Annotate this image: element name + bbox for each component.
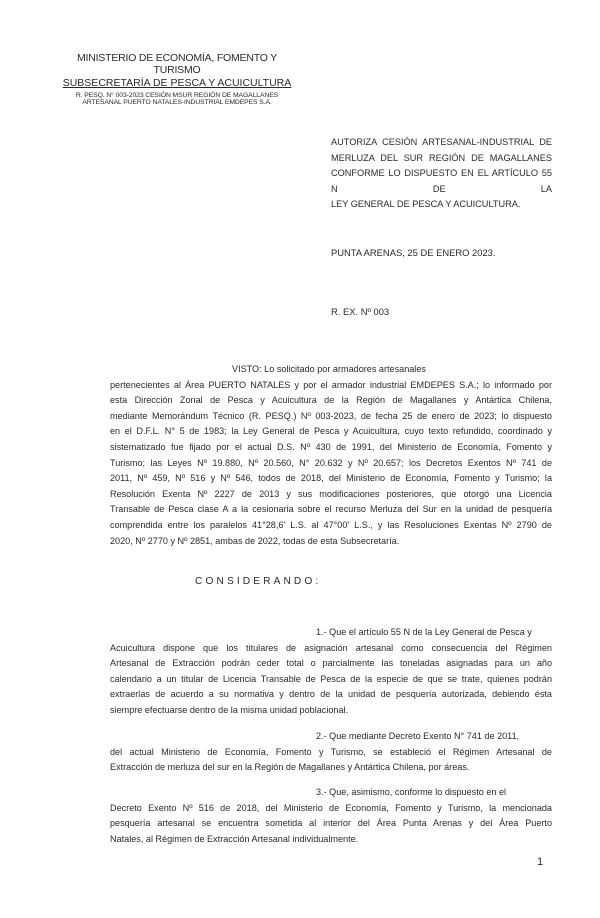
reference-line-2: ARTESANAL PUERTO NATALES-INDUSTRIAL EMDEPES S.A. — [82, 99, 272, 106]
considerando-line: Acuicultura dispone que los titulares de asignación artesanal como consecuencia del Régimen — [110, 642, 552, 653]
considerando-line: Decreto Exento Nº 516 de 2018, del Ministerio de Economía, Fomento y Turismo, la mencionada — [110, 802, 552, 813]
considerando-line: calendario a un titular de Licencia Transable de Pesca de la especie de que se trate, quienes podrán — [110, 673, 552, 684]
visto-first-line: VISTO: Lo solicitado por armadores artesanales — [232, 364, 426, 374]
considerando-1 — [110, 625, 552, 719]
considerando-line: siempre efectuarse dentro de la misma unidad poblacional. — [110, 704, 349, 715]
considerando-2 — [110, 729, 552, 776]
considerando-first-line: 2.- Que mediante Decreto Exento N° 741 de 2011, — [316, 731, 520, 741]
considerando-line: extraerlas de acuerdo a su normativa y dentro de la unidad de pesquería autorizada, debiendo ésta — [110, 689, 552, 700]
subject-line: CONFORME LO DISPUESTO EN EL ARTÍCULO 55 N DE LA — [331, 168, 552, 194]
visto-line: 2011, Nº 459, Nº 516 y Nº 546, todos de 2018, del Ministerio de Economía, Fomento y Turismo; la — [110, 473, 552, 484]
visto-line: 2020, Nº 2770 y Nº 2851, ambas de 2022, todas de esta Subsecretaría. — [110, 535, 400, 546]
visto-line: esta Dirección Zonal de Pesca y Acuicultura de la Región de Magallanes y Antártica Chilena, — [110, 395, 552, 406]
page-number: 1 — [537, 856, 544, 868]
considerando-heading: CONSIDERANDO: — [195, 576, 322, 587]
visto-line: sistematizado fue fijado por el actual D.S. Nº 430 de 1991, del Ministerio de Economía, Fomento y — [110, 441, 552, 452]
considerando-line: pesquería artesanal se encuentra sometida al interior del Área Punta Arenas y del Área Puerto — [110, 818, 552, 829]
reference-line-1: R. PESQ. N° 003-2023 CESIÓN MSUR REGIÓN DE MAGALLANES — [75, 92, 279, 99]
document-header — [62, 52, 292, 106]
considerando-first-line: 1.- Que el artículo 55 N de la Ley General de Pesca y — [316, 627, 532, 637]
resolution-subject — [331, 135, 552, 213]
subject-line: AUTORIZA CESIÓN ARTESANAL-INDUSTRIAL DE — [331, 137, 552, 147]
subsecretaria-name: SUBSECRETARÍA DE PESCA Y ACUICULTURA — [62, 77, 292, 89]
subject-line: MERLUZA DEL SUR REGIÓN DE MAGALLANES — [331, 152, 552, 163]
visto-line: pertenecientes al Área PUERTO NATALES y por el armador industrial EMDEPES S.A.; lo informado por — [110, 379, 552, 390]
considerando-3 — [110, 785, 552, 847]
ministry-name: MINISTERIO DE ECONOMÍA, FOMENTO Y TURISMO — [76, 52, 278, 76]
considerando-line: Extracción de merluza del sur en la Región de Magallanes y Antártica Chilena, por áreas. — [110, 762, 470, 773]
considerando-line: Artesanal de Extracción podrán ceder total o parcialmente las toneladas asignadas para un año — [110, 658, 552, 669]
place-date: PUNTA ARENAS, 25 DE ENERO 2023. — [331, 247, 496, 258]
resolution-number: R. EX. Nº 003 — [331, 306, 390, 317]
visto-paragraph — [110, 362, 552, 549]
visto-line: Resolución Exenta Nº 2227 de 2013 y sus modificaciones posteriores, que otorgó una Licencia — [110, 488, 552, 499]
visto-line: mediante Memorándum Técnico (R. PESQ.) Nº 003-2023, de fecha 25 de enero de 2023; lo dispuesto — [110, 410, 552, 421]
subject-line: LEY GENERAL DE PESCA Y ACUICULTURA. — [331, 199, 521, 209]
visto-line: Transable de Pesca clase A a la cesionaria sobre el recurso Merluza del Sur en la unidad de pesquería — [110, 504, 552, 515]
visto-line: en el D.F.L. N° 5 de 1983; la Ley General de Pesca y Acuicultura, cuyo texto refundido, coordinado y — [110, 426, 552, 437]
considerando-line: del actual Ministerio de Economía, Fomento y Turismo, se estableció el Régimen Artesanal de — [110, 746, 552, 757]
visto-line: comprendida entre los paralelos 41°28,6' L.S. al 47°00' L.S., y las Resoluciones Exentas Nº 2790 de — [110, 519, 552, 530]
considerando-line: Natales, al Régimen de Extracción Artesanal individualmente. — [110, 833, 359, 844]
visto-line: Turismo; las Leyes Nº 19.880, Nº 20.560, N° 20.632 y Nº 20.657; los Decretos Exentos Nº 741 de — [110, 457, 552, 468]
considerando-first-line: 3.- Que, asimismo, conforme lo dispuesto en el — [316, 787, 507, 797]
